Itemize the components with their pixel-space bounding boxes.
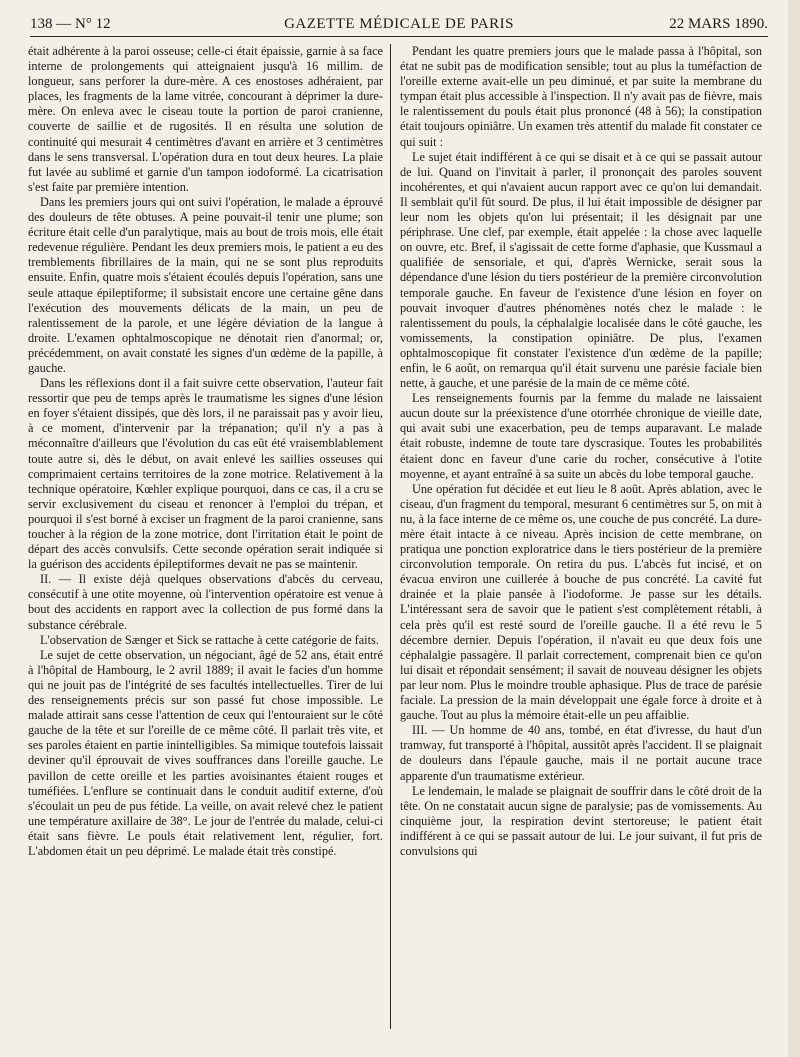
paragraph: Dans les réflexions dont il a fait suivre cette observation, l'auteur fait ressortir que peu de temps après le traumatisme les signes d'une lésion en foyer s'étaient dissipés, que dès lors, il ne paraissait pas y avoir lieu, à ce moment, d'intervenir par la trépanation; qu'il n'y a pas à méconnaître d'ailleurs que l'évolution du cas eût été vraisemblablement toute autre si, dès le début, on avait enlevé les saillies osseuses qui comprimaient certains territoires de la zone motrice. Relativement à la technique opératoire, Kœhler explique pourquoi, dans ce cas, il a cru se servir exclusivement du ciseau et renoncer à l'emploi du trépan, et pourquoi il s'est borné à exciser un fragment de la paroi cranienne, sans toucher à la région de la zone motrice, dont l'irritation était le point de départ des accès convulsifs. Cette seconde opération serait indiquée si la guérison des accidents épileptiformes devait ne pas se maintenir. — [28, 376, 383, 572]
paragraph: Le sujet de cette observation, un négociant, âgé de 52 ans, était entré à l'hôpital de Hambourg, le 2 avril 1889; il avait le facies d'un homme qui ne jouit pas de l'intégrité de ses facultés intellectuelles. Tirer de lui des renseignements précis sur son passé fut chose impossible. Le malade attirait sans cesse l'attention de ceux qui l'entouraient sur le côté gauche de la tête et sur l'oreille de ce même côté. Il parlait très vite, et ses paroles étaient en partie inintelligibles. Sa mimique toutefois laissait deviner qu'il éprouvait de vives souffrances dans l'oreille gauche. Le pavillon de cette oreille et les parties avoisinantes étaient rouges et tuméfiées. L'enflure se continuait dans le conduit auditif externe, d'où s'écoulait un peu de pus fétide. La veille, on avait relevé chez le patient une température axillaire de 38°. Le jour de l'entrée du malade, celui-ci était sans fièvre. Le pouls était relativement lent, régulier, fort. L'abdomen était un peu déprimé. Le malade était très constipé. — [28, 647, 383, 858]
page-number: 138 — N° 12 — [30, 16, 111, 32]
header-rule — [30, 36, 768, 37]
paragraph: Le lendemain, le malade se plaignait de souffrir dans le côté droit de la tête. On ne constatait aucun signe de paralysie; pas de vomissements. Au cinquième jour, la respiration devint stertoreuse; le patient était indifférent à ce qui se passait autour de lui. Le jour suivant, il fut pris de convulsions qui — [400, 783, 762, 858]
left-column — [28, 44, 383, 859]
paragraph: Une opération fut décidée et eut lieu le 8 août. Après ablation, avec le ciseau, d'un fragment du temporal, mesurant 6 centimètres sur 5, on mit à nu, à la face interne de ce même os, une couche de pus concrété. La dure-mère était intacte à ce niveau. Après incision de cette membrane, on pratiqua une ponction exploratrice dans le tiers postérieur de la première circonvolution temporale. On retira du pus. L'abcès fut incisé, et on évacua environ une cuillerée à bouche de pus concrété. La cavité fut drainée et la plaie pansée à l'iodoforme. Je passe sur les détails. L'intéressant sera de savoir que le patient s'est complètement rétabli, à cela près qu'il est resté sourd de l'oreille gauche. Il a été revu le 5 décembre dernier. Depuis l'opération, il n'avait eu que deux fois une céphalalgie passagère. Il parlait correctement, comprenait bien ce qu'on lui disait et répondait sensément; il savait de nouveau désigner les objets par leur nom. Plus le moindre trouble aphasique. Plus de trace de parésie faciale. La pression de la main développait une égale force à droite et à gauche. Tout au plus la mémoire était-elle un peu affaiblie. — [400, 481, 762, 723]
paragraph: L'observation de Sænger et Sick se rattache à cette catégorie de faits. — [40, 632, 379, 647]
paragraph: Pendant les quatre premiers jours que le malade passa à l'hôpital, son état ne subit pas de modification sensible; tout au plus la tuméfaction de l'oreille externe avait-elle un peu diminué, et par suite la membrane du tympan était plus accessible à l'inspection. Il n'y avait pas de fièvre, mais le ralentissement du pouls était plus prononcé (48 à 56); la constipation était toujours opiniâtre. Un examen très attentif du malade fit constater ce qui suit : — [400, 44, 762, 149]
right-column — [400, 44, 762, 859]
paragraph: était adhérente à la paroi osseuse; celle-ci était épaissie, garnie à sa face interne de prolongements qui atteignaient jusqu'à 16 millim. de longueur, sans perforer la dure-mère. A ces enostoses adhéraient, par places, les fragments de la lame vitrée, concourant à déprimer la dure-mère. On enleva avec le ciseau toute la portion de paroi cranienne, couverte de saillie et de rugosités. Il en résulta une solution de continuité qui mesurait 4 centimètres d'avant en arrière et 3 centimètres dans le sens transversal. L'opération dura en tout deux heures. La plaie fut lavée au sublimé et garnie d'un tampon iodoformé. La cicatrisation s'est faite par première intention. — [28, 44, 383, 194]
paragraph: II. — Il existe déjà quelques observations d'abcès du cerveau, consécutif à une otite moyenne, où l'intervention opératoire est venue à bout des accidents en rapport avec la collection de pus formé dans la substance cérébrale. — [28, 572, 383, 632]
page-edge — [788, 0, 800, 1057]
paragraph: Dans les premiers jours qui ont suivi l'opération, le malade a éprouvé des douleurs de tête obtuses. A peine pouvait-il tenir une plume; son écriture était celle d'un paralytique, mais au bout de trois mois, elle était redevenue régulière. Pendant les deux premiers mois, le patient a eu des tremblements fibrillaires de la main, qui ne se sont plus reproduits ensuite. Enfin, quatre mois s'étaient écoulés depuis l'opération, sans une seule attaque épileptiforme; il subsistait encore une certaine gêne dans l'exécution des mouvements délicats de la main, un peu de ralentissement de la parole, et une légère déviation de la langue à droite. L'examen ophtalmoscopique ne dénotait rien d'anormal; or, précédemment, on avait constaté les signes d'un œdème de la papille, à gauche. — [28, 194, 383, 375]
page-header — [30, 10, 768, 36]
column-divider — [390, 44, 391, 1029]
publication-title: GAZETTE MÉDICALE DE PARIS — [284, 16, 514, 32]
paragraph: Le sujet était indifférent à ce qui se disait et à ce qui se passait autour de lui. Quand on l'invitait à parler, il prononçait des paroles souvent incohérentes, et qui n'avaient aucun rapport avec ce qu'on lui demandait. Il semblait qu'il fût sourd. De plus, il lui était impossible de désigner par leur nom les objets qu'on lui présentait; il les désignait par une périphrase. Une clef, par exemple, était appelée : la chose avec laquelle on ouvre, etc. Bref, il s'agissait de cette forme d'aphasie, que Kussmaul a qualifiée de sensoriale, et qui, d'après Wernicke, serait sous la dépendance d'une lésion du tiers postérieur de la première circonvolution temporale gauche. En faveur de l'existence d'une lésion en foyer on pouvait invoquer d'autres phénomènes notés chez le malade : le ralentissement du pouls, la céphalalgie localisée dans le côté gauche, les vomissements, la constipation opiniâtre. De plus, l'examen ophtalmoscopique fit constater l'existence d'un œdème de la papille; enfin, le 6 août, on remarqua qu'il était survenu une parésie faciale bien nette, à gauche, et une parésie de la main de ce même côté. — [400, 149, 762, 391]
paragraph: III. — Un homme de 40 ans, tombé, en état d'ivresse, du haut d'un tramway, fut transporté à l'hôpital, aussitôt après l'accident. Il se plaignait de douleurs dans l'épaule gauche, mais il ne portait aucune trace apparente d'un traumatisme extérieur. — [400, 723, 762, 783]
issue-date: 22 MARS 1890. — [669, 16, 768, 32]
paragraph: Les renseignements fournis par la femme du malade ne laissaient aucun doute sur la préexistence d'une otorrhée chronique de vieille date, qui avait subi une exacerbation, peu de temps auparavant. Le malade était robuste, indemne de toute tare dyscrasique. Toutes les probabilités étaient donc en faveur d'une carie du rocher, consécutive à l'otite moyenne, et ayant entraîné à sa suite un abcès du lobe temporal gauche. — [400, 391, 762, 481]
